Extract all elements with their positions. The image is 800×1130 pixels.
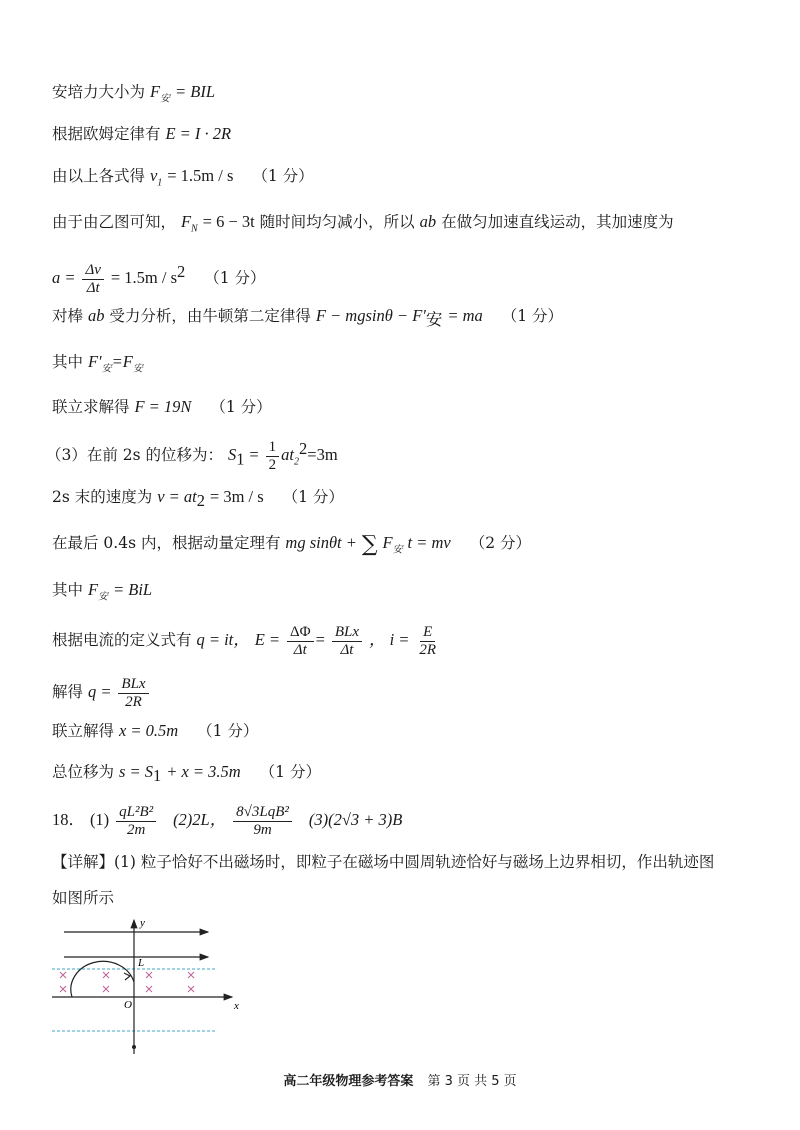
text: 对棒: [52, 307, 84, 325]
fraction: [266, 439, 280, 474]
line-F-result: [52, 397, 272, 417]
sub: 1: [157, 177, 163, 189]
text: 在最后 0.4s 内，根据动量定理有: [52, 534, 281, 552]
fraction: [82, 262, 103, 297]
math-i: ， i =: [368, 630, 410, 649]
points: （1 分）: [282, 488, 344, 506]
text: 其中: [52, 581, 84, 599]
math-eq: = 1.5m / s: [167, 166, 234, 185]
denominator: 2m: [126, 821, 146, 838]
x-label: x: [234, 1000, 239, 1012]
math-eq-sign: =: [249, 445, 259, 465]
text: 如图所示: [52, 889, 115, 907]
math-eq: v = at: [157, 487, 197, 506]
text: 【详解】(1) 粒子恰好不出磁场时，即粒子在磁场中圆周轨迹恰好与磁场上边界相切，作出轨迹图: [52, 853, 715, 871]
math-a: a =: [52, 268, 76, 288]
text: 在做匀加速直线运动，其加速度为: [441, 213, 674, 231]
math-eq: = 6 − 3t: [202, 212, 255, 231]
line-velocity: [52, 487, 344, 511]
fraction: [332, 624, 362, 659]
math-F: $F_安$: [149, 82, 171, 105]
math-at2: $at_2$: [281, 445, 300, 468]
trajectory-arrow: [124, 973, 130, 980]
text: 受力分析，由牛顿第二定律得: [109, 307, 311, 325]
part-label: (1): [89, 810, 110, 829]
text: 2s 末的速度为: [52, 488, 153, 506]
math-ab: ab: [419, 212, 437, 231]
numerator: 8√3LqB²: [233, 804, 292, 822]
denominator: 9m: [253, 821, 272, 838]
math-S: S: [227, 445, 237, 465]
math-eq: = 1.5m / s: [110, 268, 178, 288]
line-v1: [52, 166, 314, 193]
part-2: (2)2L，: [173, 810, 227, 829]
line-q18-answers: [52, 798, 402, 842]
fraction: [118, 676, 148, 711]
math-E: E =: [254, 630, 281, 649]
sub: N: [191, 223, 198, 235]
math-v1: $v_1$: [149, 166, 163, 189]
fraction: [233, 804, 292, 839]
denominator: Δt: [340, 641, 354, 658]
numerator: 1: [266, 439, 280, 457]
math-FN: $F_N$: [180, 212, 198, 235]
math-eq: q = it，: [196, 630, 250, 649]
points: （1 分）: [259, 763, 321, 781]
math-eq: F − mgsinθ − F′: [315, 306, 426, 325]
math-eq: + x = 3.5m: [166, 762, 241, 781]
text: 由以上各式得: [52, 167, 146, 185]
text: 总位移为: [52, 763, 115, 781]
line-s1: [46, 428, 338, 483]
denominator: Δt: [86, 279, 100, 296]
line-acceleration: [52, 252, 266, 298]
line-newton: [52, 306, 563, 330]
question-number: 18．: [52, 810, 85, 829]
points: （1 分）: [252, 167, 314, 185]
sub: 安: [160, 93, 171, 105]
math-q: q =: [87, 682, 112, 701]
line-ampere-force: [52, 82, 215, 109]
points: （1 分）: [204, 269, 266, 288]
sub: 1: [236, 449, 245, 469]
numerator: Δv: [82, 262, 103, 280]
trajectory-diagram: [48, 912, 248, 1058]
sub: 2: [196, 491, 205, 511]
sub: 安: [425, 310, 443, 330]
line-x-result: [52, 721, 258, 741]
sum-symbol: ∑: [361, 532, 378, 557]
text: 联立解得: [52, 722, 115, 740]
line-fn: [52, 212, 674, 239]
math-F: $F_安$: [382, 533, 403, 556]
text: 随时间均匀减小，所以: [259, 213, 415, 231]
denominator: 2R: [419, 641, 437, 658]
sub: 安: [98, 591, 109, 603]
line-detail: [52, 852, 714, 872]
numerator: ΔΦ: [287, 624, 314, 642]
line-ohm-law: [52, 124, 231, 144]
math-F: $F_安$: [87, 580, 109, 603]
math-eq-sign: =: [315, 630, 325, 649]
sub: 安: [101, 363, 112, 375]
L-label: L: [138, 957, 145, 969]
text: 其中: [52, 353, 84, 371]
line-q-result: [52, 670, 151, 714]
footer-title: 高二年级物理参考答案: [283, 1074, 414, 1089]
part-3: (3)(2√3 + 3)B: [308, 810, 403, 829]
line-total-displacement: [52, 762, 321, 786]
math-eq: = ma: [447, 306, 483, 325]
points: （1 分）: [210, 398, 272, 416]
O-label: O: [124, 999, 132, 1011]
fraction: [116, 804, 156, 839]
points: （1 分）: [197, 722, 259, 740]
sub: 2: [294, 456, 300, 468]
text: 联立求解得: [52, 398, 130, 416]
points: （1 分）: [501, 307, 564, 325]
denominator: 2R: [125, 693, 142, 710]
line-where: [52, 352, 143, 379]
denominator: 2: [268, 456, 277, 473]
math-eq: mg sinθt +: [285, 533, 357, 552]
text: 根据电流的定义式有: [52, 631, 192, 649]
math-eq: =3m: [307, 445, 338, 465]
math-eq: E = I · 2R: [165, 124, 232, 143]
math-eq: = BIL: [174, 82, 215, 101]
line-as-shown: [52, 888, 114, 908]
math-ab: ab: [87, 306, 105, 325]
line-where-2: [52, 580, 152, 607]
math-eq: $F'_安=F_安$: [87, 352, 143, 375]
trajectory-arc: [71, 961, 134, 997]
math-eq: = BiL: [112, 580, 153, 599]
numerator: BLx: [118, 676, 148, 694]
line-current-def: [52, 618, 441, 662]
points: （2 分）: [469, 534, 531, 552]
text: （3）在前 2s 的位移为：: [46, 446, 224, 465]
page-footer: [0, 1070, 800, 1089]
math-eq: = 3m / s: [209, 487, 264, 506]
sup: 2: [299, 439, 308, 458]
sub: 安: [392, 544, 403, 556]
numerator: E: [420, 624, 435, 642]
math-eq: F = 19N: [134, 397, 192, 416]
math-eq: x = 0.5m: [118, 721, 179, 740]
footer-page: 第 3 页 共 5 页: [427, 1074, 517, 1089]
denominator: Δt: [293, 641, 307, 658]
numerator: BLx: [332, 624, 362, 642]
origin-point: [132, 1045, 136, 1049]
y-label: y: [140, 917, 145, 929]
sub: 安: [132, 363, 143, 375]
math-eq: t = mv: [407, 533, 451, 552]
text: 根据欧姆定律有: [52, 125, 161, 143]
sub: 1: [153, 766, 162, 786]
text: 由于由乙图可知，: [52, 213, 177, 231]
text: 解得: [52, 683, 84, 701]
math-eq: s = S: [118, 762, 154, 781]
fraction: [416, 624, 439, 659]
numerator: qL²B²: [116, 804, 156, 822]
line-momentum: [52, 533, 531, 560]
sup: 2: [177, 262, 186, 281]
fraction: [287, 624, 314, 659]
text: 安培力大小为: [52, 83, 146, 101]
